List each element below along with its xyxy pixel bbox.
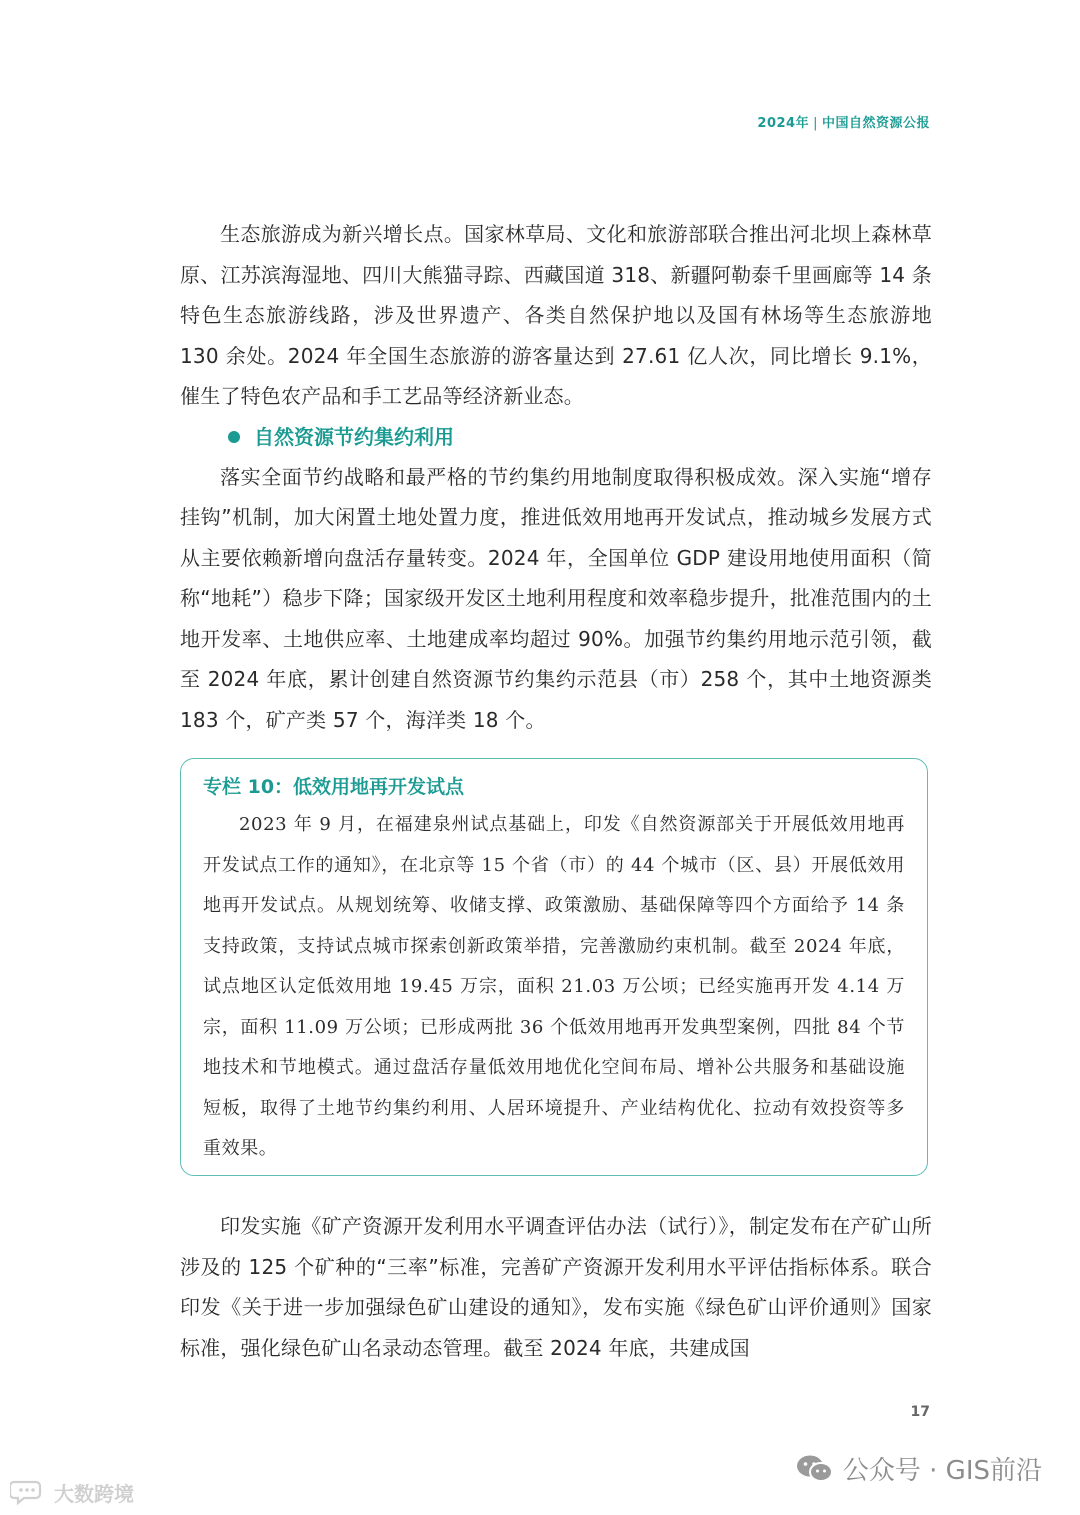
paragraph-land-saving: 落实全面节约战略和最严格的节约集约用地制度取得积极成效。深入实施“增存挂钩”机制，加大闲置土地处置力度，推进低效用地再开发试点，推动城乡发展方式从主要依赖新增向盘活存量转变。2024 年，全国单位 GDP 建设用地使用面积（简称“地耗”）稳步下降；国家级开发区土地利用程度和效率稳步提升，批准范围内的土地开发率、土地供应率、土地建成率均超过 90%。加强节约集约用地示范引领，截至 2024 年底，累计创建自然资源节约集约示范县（市）258 个，其中土地资源类 183 个，矿产类 57 个，海洋类 18 个。 <box>180 464 932 732</box>
box-text: 2023 年 9 月，在福建泉州试点基础上，印发《自然资源部关于开展低效用地再开发试点工作的通知》，在北京等 15 个省（市）的 44 个城市（区、县）开展低效用地再开发试点。从规划统筹、收储支撑、政策激励、基础保障等四个方面给予 14 条支持政策，支持试点城市探索创新政策举措，完善激励约束机制。截至 2024 年底，试点地区认定低效用地 19.45 万宗，面积 21.03 万公顷；已经实施再开发 4.14 万宗，面积 11.09 万公顷；已形成两批 36 个低效用地再开发典型案例，四批 84 个节地技术和节地模式。通过盘活存量低效用地优化空间布局、增补公共服务和基础设施短板，取得了土地节约集约利用、人居环境提升、产业结构优化、拉动有效投资等多重效果。 <box>203 814 905 1159</box>
header-title: 中国自然资源公报 <box>821 116 930 131</box>
sidebar-box-column-10 <box>180 758 928 1176</box>
header-year: 2024年 <box>757 116 810 131</box>
header-separator: | <box>813 116 818 131</box>
main-text-bottom <box>180 1206 932 1368</box>
watermark-wechat <box>795 1450 1042 1486</box>
main-text-top <box>180 214 932 740</box>
paragraph-mineral-resources: 印发实施《矿产资源开发利用水平调查评估办法（试行）》，制定发布在产矿山所涉及的 125 个矿种的“三率”标准，完善矿产资源开发利用水平评估指标体系。联合印发《关于进一步加强绿色矿山建设的通知》，发布实施《绿色矿山评价通则》国家标准，强化绿色矿山名录动态管理。截至 2024 年底，共建成国 <box>180 1214 932 1360</box>
watermark-wechat-text: 公众号 · GIS前沿 <box>842 1455 1042 1486</box>
bullet-dot-icon <box>228 431 240 443</box>
section-heading-text: 自然资源节约集约利用 <box>254 424 454 449</box>
watermark-brand <box>10 1476 134 1508</box>
running-header <box>757 112 930 131</box>
wechat-icon <box>795 1453 835 1483</box>
paragraph-eco-tourism: 生态旅游成为新兴增长点。国家林草局、文化和旅游部联合推出河北坝上森林草原、江苏滨海湿地、四川大熊猫寻踪、西藏国道 318、新疆阿勒泰千里画廊等 14 条特色生态旅游线路，涉及世界遗产、各类自然保护地以及国有林场等生态旅游地 130 余处。2024 年全国生态旅游的游客量达到 27.61 亿人次，同比增长 9.1%，催生了特色农产品和手工艺品等经济新业态。 <box>180 222 932 408</box>
chat-bubble-icon <box>10 1478 50 1506</box>
watermark-brand-text: 大数跨境 <box>54 1481 134 1506</box>
box-title: 专栏 10：低效用地再开发试点 <box>203 776 465 798</box>
section-heading <box>180 417 932 457</box>
page-number: 17 <box>910 1404 930 1420</box>
